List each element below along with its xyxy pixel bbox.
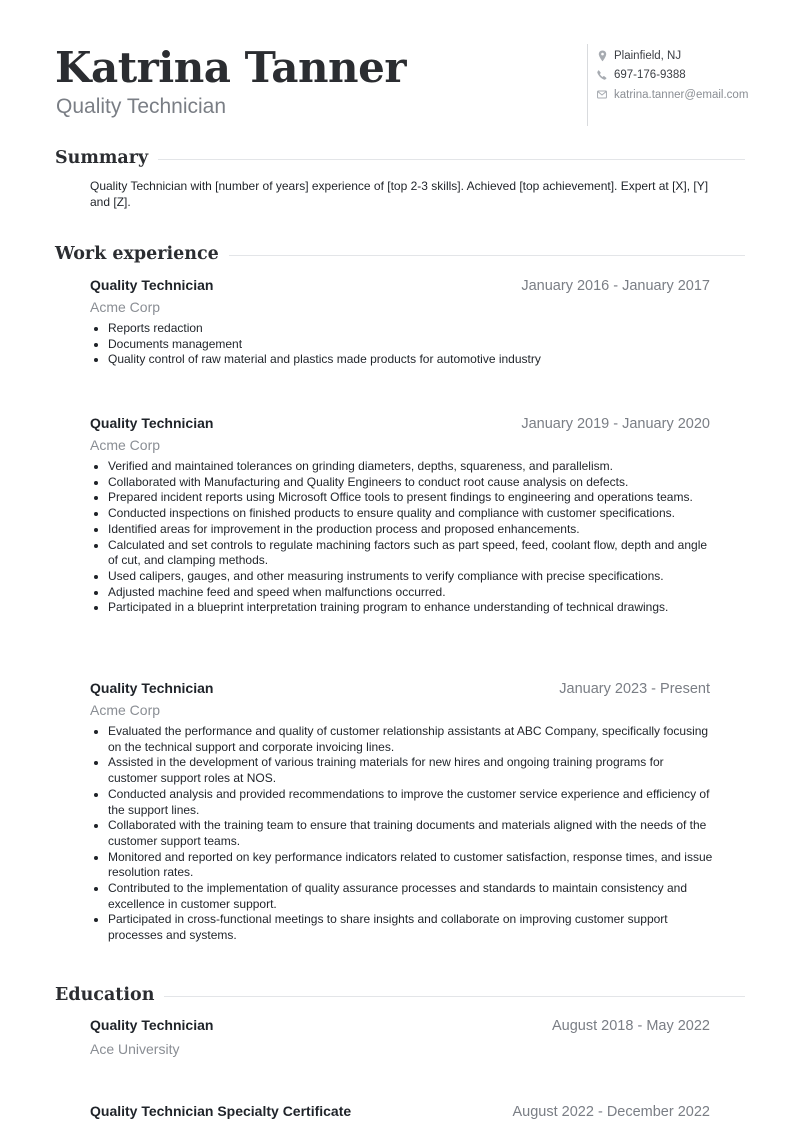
contact-block	[597, 46, 797, 105]
summary-text: Quality Technician with [number of years] experience of [top 2-3 skills]. Achieved [top achievement]. Expert at [X], [Y] and [Z].	[90, 179, 709, 209]
email-envelope-icon	[597, 89, 607, 101]
phone-text: 697-176-9388	[614, 69, 686, 82]
contact-location	[597, 46, 797, 66]
bullet-item: Collaborated with Manufacturing and Quality Engineers to conduct root cause analysis on defects.	[90, 475, 715, 491]
job-company: Acme Corp	[90, 702, 161, 718]
bullet-item: Contributed to the implementation of quality assurance processes and standards to maintain consistency and excellence in customer support.	[90, 881, 715, 912]
section-divider	[229, 255, 745, 256]
job-bullets	[90, 321, 715, 368]
job-dates: January 2023 - Present	[559, 681, 710, 697]
education-section-header	[55, 984, 745, 1006]
bullet-item: Monitored and reported on key performance indicators related to customer satisfaction, response times, and issue resolution rates.	[90, 850, 715, 881]
section-divider	[164, 996, 745, 997]
job-title: Quality Technician	[90, 277, 214, 293]
bullet-item: Conducted inspections on finished products to ensure quality and compliance with customer specifications.	[90, 506, 715, 522]
job-company: Acme Corp	[90, 299, 161, 315]
bullet-item: Participated in a blueprint interpretation training program to enhance understanding of technical drawings.	[90, 600, 715, 616]
bullet-item: Reports redaction	[90, 321, 715, 337]
degree-title: Quality Technician Specialty Certificate	[90, 1103, 352, 1119]
bullet-item: Used calipers, gauges, and other measuring instruments to verify compliance with precise specifications.	[90, 569, 715, 585]
bullet-item: Evaluated the performance and quality of customer relationship assistants at ABC Company, specifically focusing on the technical support and corporate invoicing lines.	[90, 724, 715, 755]
bullet-item: Identified areas for improvement in the production process and proposed enhancements.	[90, 522, 715, 538]
bullet-item: Adjusted machine feed and speed when malfunctions occurred.	[90, 585, 715, 601]
experience-section-header	[55, 243, 745, 265]
bullet-item: Assisted in the development of various training materials for new hires and ongoing training programs for customer support roles at NOS.	[90, 755, 715, 786]
bullet-item: Participated in cross-functional meetings to share insights and collaborate on improving customer support processes and systems.	[90, 912, 715, 943]
bullet-item: Conducted analysis and provided recommendations to improve the customer service experience and efficiency of the support lines.	[90, 787, 715, 818]
bullet-item: Prepared incident reports using Microsoft Office tools to present findings to engineering and operations teams.	[90, 490, 715, 506]
job-dates: January 2019 - January 2020	[521, 416, 710, 432]
contact-phone	[597, 66, 797, 86]
section-divider	[158, 159, 745, 160]
job-bullets	[90, 724, 715, 944]
contact-email[interactable]	[597, 85, 797, 105]
degree-title: Quality Technician	[90, 1017, 214, 1033]
candidate-title: Quality Technician	[56, 95, 227, 118]
candidate-name: Katrina Tanner	[55, 43, 406, 92]
bullet-item: Documents management	[90, 337, 715, 353]
phone-icon	[597, 69, 607, 81]
location-text: Plainfield, NJ	[614, 49, 682, 62]
education-dates: August 2022 - December 2022	[512, 1104, 710, 1120]
job-title: Quality Technician	[90, 415, 214, 431]
job-dates: January 2016 - January 2017	[521, 278, 710, 294]
job-company: Acme Corp	[90, 437, 161, 453]
job-bullets	[90, 459, 715, 616]
location-pin-icon	[597, 50, 607, 62]
experience-heading: Work experience	[55, 244, 219, 264]
email-link[interactable]: katrina.tanner@email.com	[614, 88, 749, 101]
education-dates: August 2018 - May 2022	[552, 1018, 710, 1034]
school-name: Ace University	[90, 1041, 180, 1057]
education-heading: Education	[55, 985, 155, 1005]
bullet-item: Collaborated with the training team to ensure that training documents and materials aligned with the needs of the customer support teams.	[90, 818, 715, 849]
bullet-item: Quality control of raw material and plastics made products for automotive industry	[90, 352, 715, 368]
job-title: Quality Technician	[90, 680, 214, 696]
summary-heading: Summary	[55, 148, 149, 168]
bullet-item: Calculated and set controls to regulate machining factors such as part speed, feed, coolant flow, depth and angle of cut, and clamping methods.	[90, 538, 715, 569]
resume-header	[0, 0, 800, 140]
contact-divider	[587, 44, 588, 126]
summary-section-header	[55, 147, 745, 169]
bullet-item: Verified and maintained tolerances on grinding diameters, depths, squareness, and parallelism.	[90, 459, 715, 475]
